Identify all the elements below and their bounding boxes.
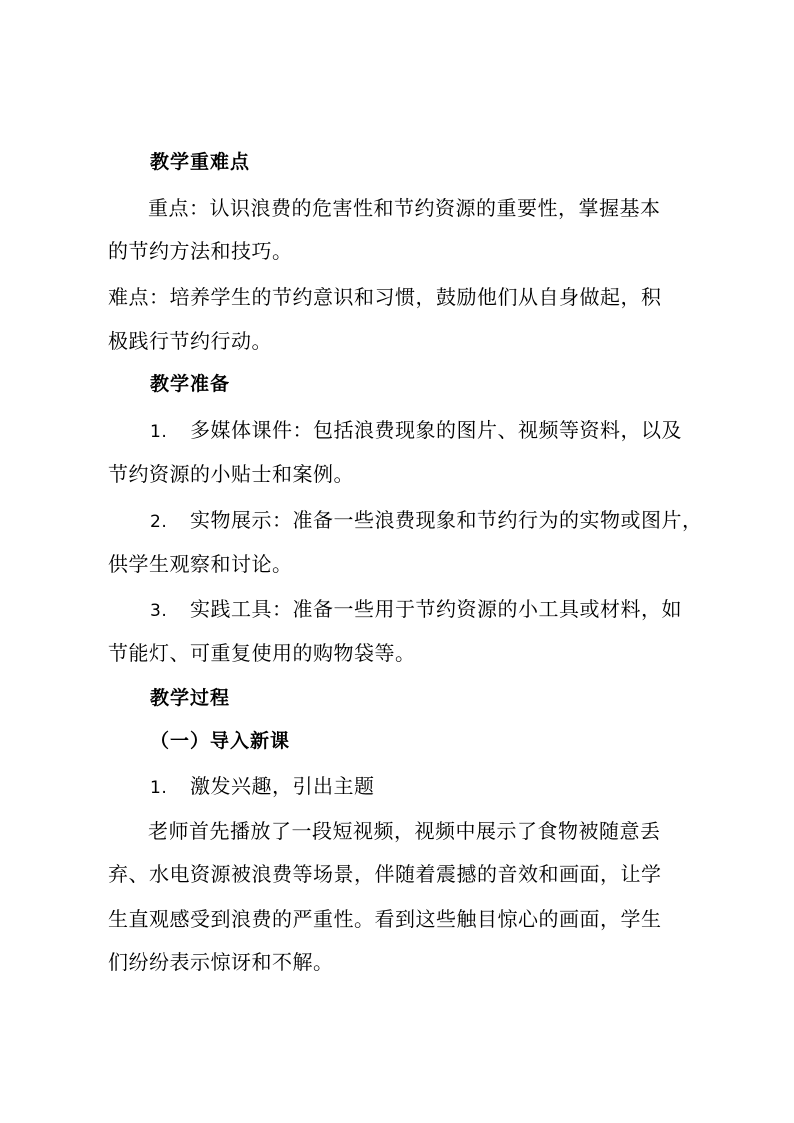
preparation-item-2-continuation: 供学生观察和讨论。 <box>108 552 293 576</box>
paragraph-line-1: 老师首先播放了一段短视频，视频中展示了食物被随意丢 <box>148 819 661 843</box>
process-step-1-title: 激发兴趣，引出主题 <box>190 774 375 798</box>
preparation-item-3-continuation: 节能灯、可重复使用的购物袋等。 <box>108 641 416 665</box>
preparation-item-3-text: 实践工具：准备一些用于节约资源的小工具或材料，如 <box>190 597 682 621</box>
subsection-heading-intro: （一）导入新课 <box>150 730 291 752</box>
key-point-line-2: 的节约方法和技巧。 <box>108 239 293 263</box>
preparation-item-3 <box>150 597 682 623</box>
list-number: 1. <box>150 422 168 442</box>
difficult-point-line-2: 极践行节约行动。 <box>108 329 272 353</box>
preparation-item-1-text: 多媒体课件：包括浪费现象的图片、视频等资料，以及 <box>190 418 682 442</box>
section-heading-key-points: 教学重难点 <box>150 151 251 173</box>
process-step-1 <box>150 774 375 800</box>
section-heading-preparation: 教学准备 <box>150 373 231 395</box>
preparation-item-1-continuation: 节约资源的小贴士和案例。 <box>108 462 354 486</box>
paragraph-line-2: 弃、水电资源被浪费等场景，伴随着震撼的音效和画面，让学 <box>108 862 662 886</box>
preparation-item-2-text: 实物展示：准备一些浪费现象和节约行为的实物或图片， <box>190 508 703 532</box>
list-number: 1. <box>150 778 168 798</box>
section-heading-process: 教学过程 <box>150 687 231 709</box>
preparation-item-2 <box>150 508 703 534</box>
key-point-line-1: 重点：认识浪费的危害性和节约资源的重要性，掌握基本 <box>148 196 661 220</box>
preparation-item-1 <box>150 418 682 444</box>
list-number: 2. <box>150 512 168 532</box>
list-number: 3. <box>150 601 168 621</box>
paragraph-line-4: 们纷纷表示惊讶和不解。 <box>108 950 334 974</box>
paragraph-line-3: 生直观感受到浪费的严重性。看到这些触目惊心的画面，学生 <box>108 907 662 931</box>
difficult-point-line-1: 难点：培养学生的节约意识和习惯，鼓励他们从自身做起，积 <box>108 285 662 309</box>
